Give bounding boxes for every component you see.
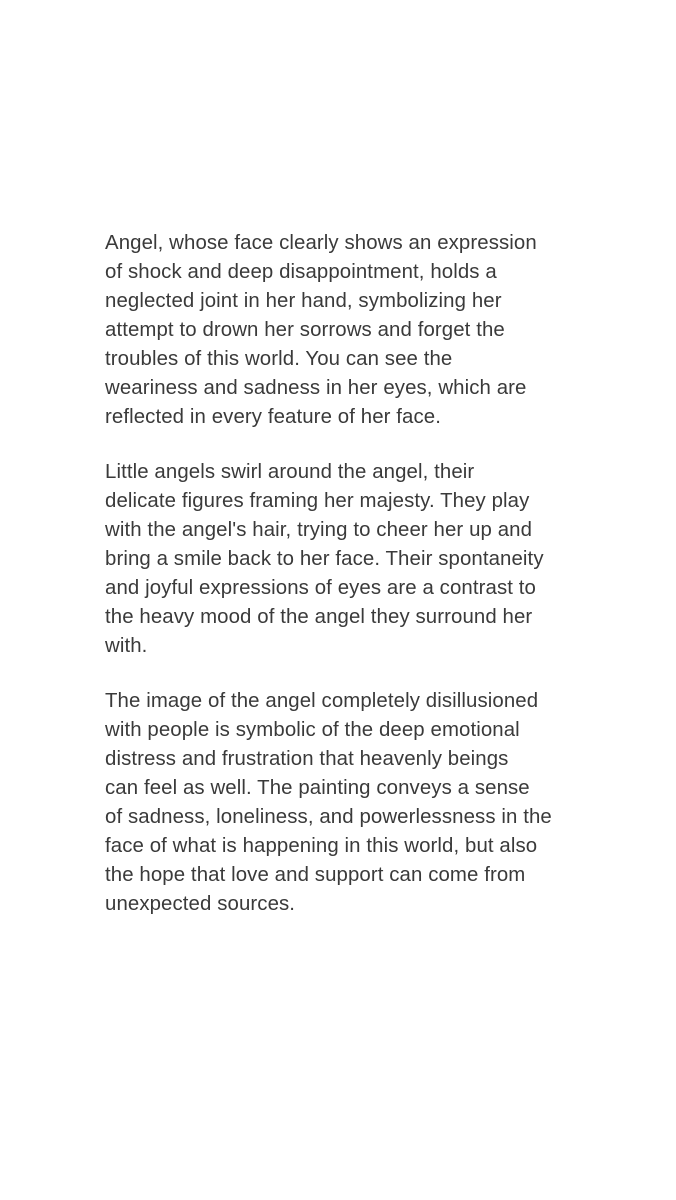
- paragraph-3: The image of the angel completely disillusioned with people is symbolic of the deep emotional distress and frustration that heavenly beings can feel as well. The painting conveys a sense of sadness, loneliness, and powerlessness in the face of what is happening in this world, but also the hope that love and support can come from unexpected sources.: [105, 690, 552, 915]
- paragraph-2: Little angels swirl around the angel, their delicate figures framing her majesty. They play with the angel's hair, trying to cheer her up and bring a smile back to her face. Their spontaneity and joyful expressions of eyes are a contrast to the heavy mood of the angel they surround her with.: [105, 461, 544, 657]
- paragraph-1: Angel, whose face clearly shows an expression of shock and deep disappointment, holds a neglected joint in her hand, symbolizing her attempt to drown her sorrows and forget the troubles of this world. You can see the weariness and sadness in her eyes, which are reflected in every feature of her face.: [105, 232, 537, 428]
- note-body: [105, 229, 595, 919]
